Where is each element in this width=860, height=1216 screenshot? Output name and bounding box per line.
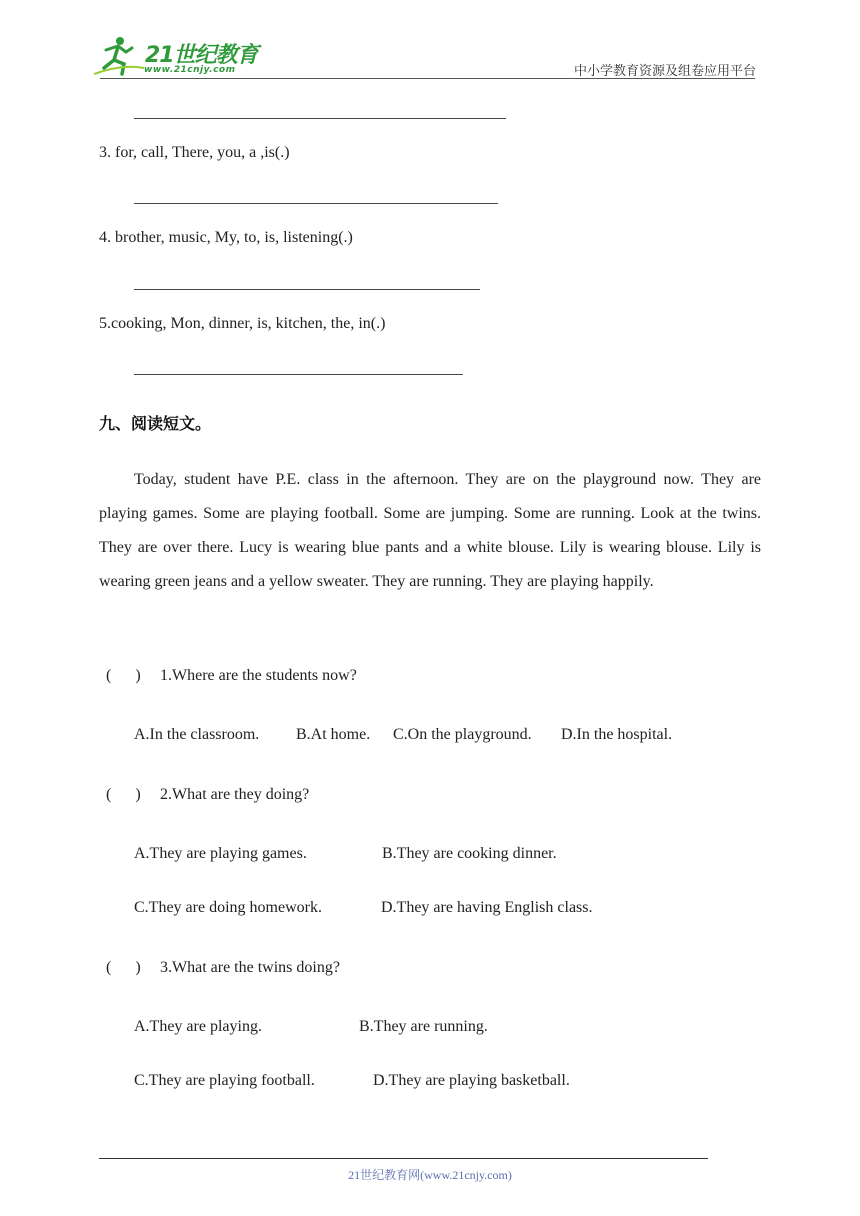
option-c: C.On the playground. [393,726,532,743]
option-d: D.They are playing basketball. [373,1072,570,1089]
option-b: B.They are cooking dinner. [382,845,557,862]
question-text: 1.Where are the students now? [160,667,357,684]
question-text: 2.What are they doing? [160,786,310,803]
answer-bracket: ( ) [106,667,141,684]
answer-bracket: ( ) [106,959,141,976]
sentence-item: 4. brother, music, My, to, is, listening(.) [99,229,353,246]
option-a: A.They are playing games. [134,845,307,862]
question-text: 3.What are the twins doing? [160,959,340,976]
option-c: C.They are doing homework. [134,899,322,916]
header-divider [100,78,755,79]
reading-passage [99,463,761,599]
brand-logo-url: www.21cnjy.com [144,65,236,75]
sentence-item: 3. for, call, There, you, a ,is(.) [99,144,290,161]
option-a: A.They are playing. [134,1018,262,1035]
section-title: 九、阅读短文。 [99,414,212,433]
option-d: D.In the hospital. [561,726,673,743]
sentence-item: 5.cooking, Mon, dinner, is, kitchen, the, in(.) [99,315,386,332]
option-a: A.In the classroom. [134,726,260,743]
option-b: B.They are running. [359,1018,488,1035]
footer-link[interactable]: 21世纪教育网(www.21cnjy.com) [348,1168,512,1182]
answer-line [134,374,463,375]
footer-divider [99,1158,708,1159]
brand-logo-text: 21世纪教育 [145,43,258,68]
option-c: C.They are playing football. [134,1072,315,1089]
answer-line [134,289,480,290]
option-d: D.They are having English class. [381,899,593,916]
header-platform-title: 中小学教育资源及组卷应用平台 [573,63,756,78]
passage-text: Today, student have P.E. class in the afternoon. They are on the playground now. They are playing games. Some are playing football. Some are jumping. Some are running. Look at the twins. They are over there. Lucy is wearing blue pants and a white blouse. Lily is wearing blouse. Lily is wearing green jeans and a yellow sweater. They are running. They are playing happily. [99,471,761,590]
answer-line [134,118,506,119]
answer-line [134,203,498,204]
option-b: B.At home. [296,726,371,743]
answer-bracket: ( ) [106,786,141,803]
